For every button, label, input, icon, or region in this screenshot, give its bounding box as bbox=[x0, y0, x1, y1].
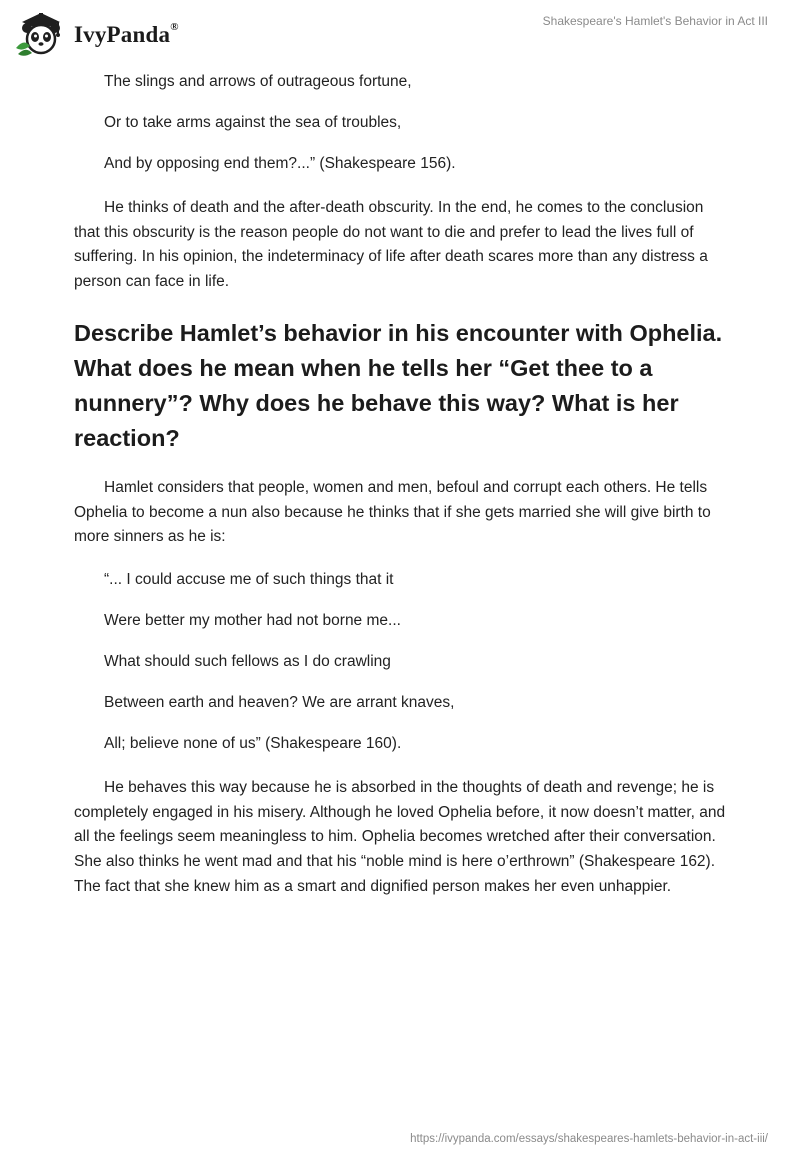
document-title: Shakespeare's Hamlet's Behavior in Act III bbox=[542, 14, 768, 28]
panda-logo-icon bbox=[14, 8, 68, 61]
quote-line: And by opposing end them?...” (Shakespeare 156). bbox=[104, 155, 456, 172]
brand-name: IvyPanda® bbox=[74, 20, 179, 47]
paragraph: Hamlet considers that people, women and men, befoul and corrupt each others. He tells Ophelia to become a nun also because he thinks that if she gets married she will give birth to more sinners as he is: bbox=[74, 478, 711, 546]
quote-line: “... I could accuse me of such things that it bbox=[104, 570, 394, 588]
ivypanda-logo[interactable] bbox=[14, 8, 179, 61]
quote-line: Or to take arms against the sea of troubles, bbox=[104, 114, 402, 131]
paragraph: He behaves this way because he is absorbed in the thoughts of death and revenge; he is completely engaged in his misery. Although he loved Ophelia before, it now doesn’t matter, and all the feelings seem meaningless to him. Ophelia becomes wretched after their conversation. She also thinks he went mad and that his “noble mind is here o’erthrown” (Shakespeare 162). The fact that she knew him as a smart and dignified person makes her even unhappier. bbox=[74, 778, 726, 895]
registered-mark: ® bbox=[170, 20, 179, 33]
section-heading: Describe Hamlet’s behavior in his encounter with Ophelia. What does he mean when he tells her “Get thee to a nunnery”? Why does he behave this way? What is her reaction? bbox=[74, 319, 723, 451]
quote-line: Between earth and heaven? We are arrant knaves, bbox=[104, 693, 455, 711]
quote-line: What should such fellows as I do crawling bbox=[104, 652, 391, 670]
essay-content bbox=[74, 73, 726, 920]
quote-line: The slings and arrows of outrageous fortune, bbox=[104, 73, 412, 90]
source-url-link[interactable]: https://ivypanda.com/essays/shakespeares-hamlets-behavior-in-act-iii/ bbox=[410, 1133, 768, 1145]
paragraph: He thinks of death and the after-death obscurity. In the end, he comes to the conclusion that this obscurity is the reason people do not want to die and prefer to lead the lives full of suffering. In his opinion, the indeterminacy of life after death scares more than any distress a person can face in life. bbox=[74, 199, 708, 291]
quote-line: All; believe none of us” (Shakespeare 160). bbox=[104, 734, 402, 752]
quote-line: Were better my mother had not borne me... bbox=[104, 611, 401, 629]
page-header bbox=[0, 0, 800, 64]
